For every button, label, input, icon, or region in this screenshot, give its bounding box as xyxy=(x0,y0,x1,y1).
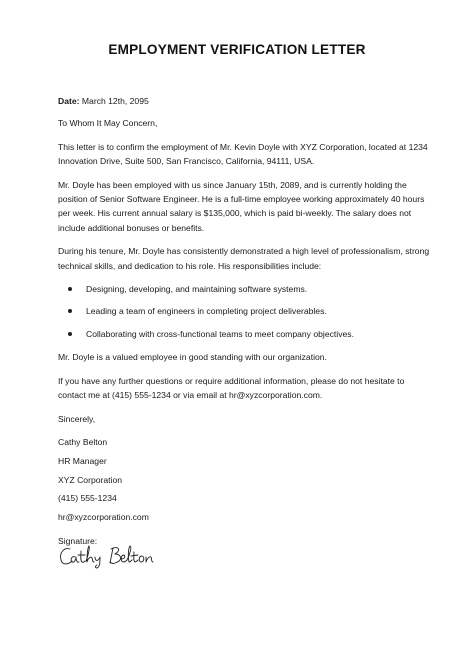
sign-off: Sincerely, xyxy=(58,413,96,424)
signer-block xyxy=(58,435,430,525)
date-line xyxy=(58,94,430,108)
signer-company: XYZ Corporation xyxy=(58,474,123,485)
paragraph-employment: This letter is to confirm the employment of Mr. Kevin Doyle with XYZ Corporation, located at 1234 Innovation Drive, Suite 500, San Francisco, California, 94111, USA. xyxy=(58,141,428,167)
paragraph-contact: If you have any further questions or require additional information, please do not hesitate to contact me at (415) 555-1234 or via email at hr@xyzcorporation.com. xyxy=(58,375,405,401)
paragraph-position: Mr. Doyle has been employed with us since January 15th, 2089, and is currently holding the position of Senior Software Engineer. He is a full-time employee working approximately 40 hours per week. His current annual salary is $135,000, which is paid bi-weekly. The salary does not include additional bonuses or benefits. xyxy=(58,179,425,233)
list-item: Collaborating with cross-functional teams to meet company objectives. xyxy=(58,327,430,341)
signer-title: HR Manager xyxy=(58,455,107,466)
signer-phone: (415) 555-1234 xyxy=(58,493,117,504)
salutation: To Whom It May Concern, xyxy=(58,118,158,129)
paragraph-tenure: During his tenure, Mr. Doyle has consistently demonstrated a high level of professionalism, strong technical skills, and dedication to his role. His responsibilities include: xyxy=(58,246,430,271)
handwritten-signature xyxy=(58,540,178,570)
signer-email: hr@xyzcorporation.com xyxy=(58,512,149,523)
letter-title: EMPLOYMENT VERIFICATION LETTER xyxy=(108,42,366,57)
date-label: Date: xyxy=(58,96,80,106)
list-item: Leading a team of engineers in completing project deliverables. xyxy=(58,304,430,318)
list-item: Designing, developing, and maintaining software systems. xyxy=(58,282,430,296)
signer-name: Cathy Belton xyxy=(58,436,108,447)
signature-label: Signature: xyxy=(58,535,98,546)
responsibilities-list xyxy=(58,282,430,341)
date-value: March 12th, 2095 xyxy=(81,96,149,106)
letter-body xyxy=(58,94,430,548)
paragraph-standing: Mr. Doyle is a valued employee in good standing with our organization. xyxy=(58,352,327,363)
